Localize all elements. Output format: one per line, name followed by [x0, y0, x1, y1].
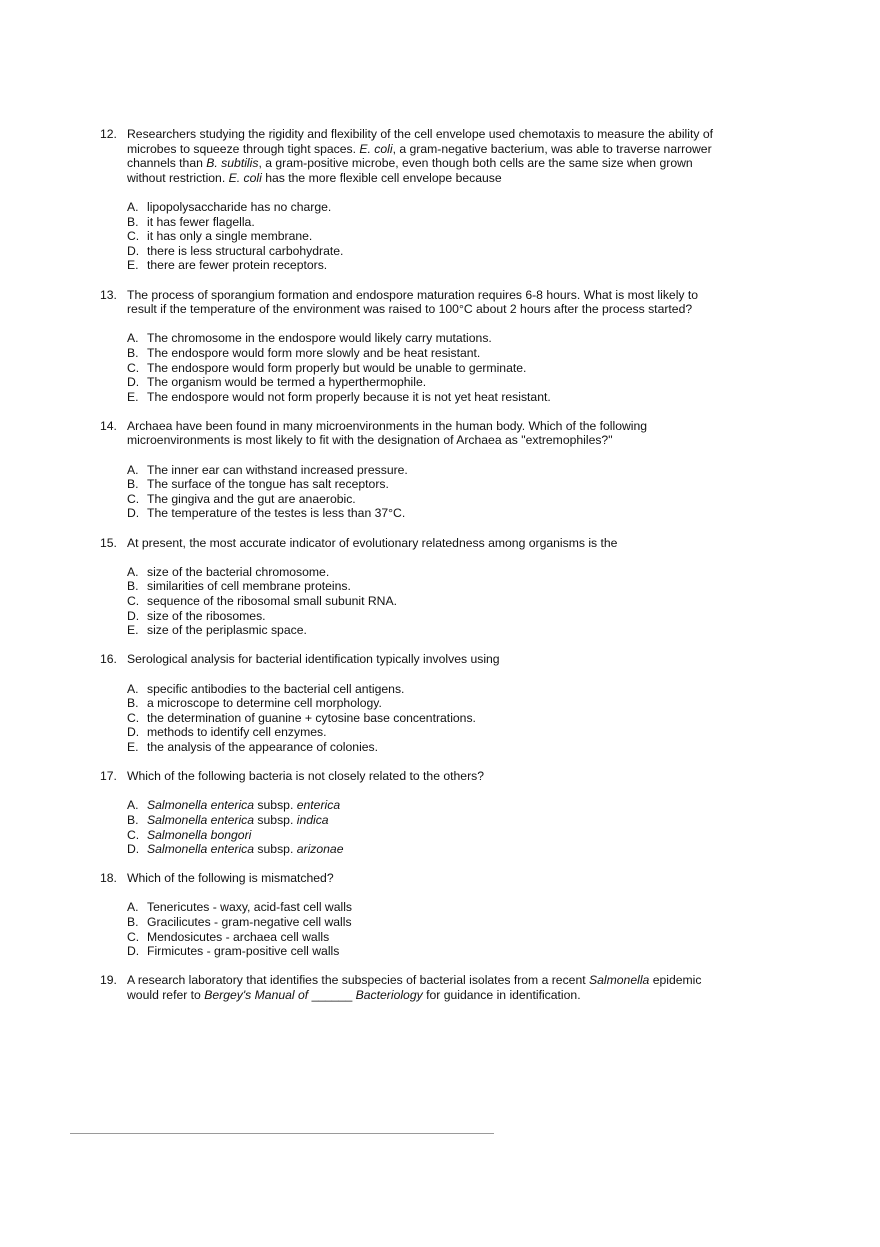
option-text: it has fewer flagella.: [147, 214, 255, 229]
question-number: 14.: [100, 418, 117, 433]
option-letter: A.: [127, 564, 139, 579]
option-letter: D.: [127, 375, 140, 390]
option-letter: C.: [127, 594, 140, 608]
option-letter: D.: [127, 944, 140, 959]
italic-text-segment: E. coli: [359, 141, 393, 156]
answer-options: [127, 900, 720, 958]
answer-options: [127, 200, 720, 273]
answer-options: [127, 463, 720, 521]
text-segment: epidemic would refer to: [127, 973, 702, 1003]
option-letter: A.: [127, 681, 139, 696]
option-text: size of the bacterial chromosome.: [147, 564, 330, 579]
text-segment: Which of the following is mismatched?: [127, 871, 334, 886]
option-text: subsp.: [254, 812, 297, 827]
text-segment: A research laboratory that identifies the subspecies of bacterial isolates from a recent: [127, 973, 590, 988]
option-letter: D.: [127, 608, 140, 623]
option-letter: D.: [127, 506, 140, 521]
text-segment: , a gram-negative bacterium, was able to traverse narrower channels than: [127, 141, 712, 171]
text-segment: At present, the most accurate indicator of evolutionary relatedness among organisms is the: [127, 535, 618, 550]
answer-option: [127, 609, 720, 624]
option-text: The organism would be termed a hyperthermophile.: [147, 375, 427, 390]
answer-option: [127, 682, 720, 697]
option-text: a microscope to determine cell morphology.: [147, 696, 382, 711]
option-text: methods to identify cell enzymes.: [147, 725, 327, 740]
option-letter: A.: [127, 199, 139, 214]
option-letter: E.: [127, 258, 139, 273]
answer-options: [127, 331, 720, 404]
question-number: 12.: [100, 127, 117, 141]
option-italic-text: Salmonella bongori: [147, 827, 252, 842]
option-text: The inner ear can withstand increased pressure.: [147, 462, 408, 477]
option-letter: C.: [127, 360, 140, 375]
question-item: [100, 288, 720, 405]
option-letter: C.: [127, 827, 140, 842]
answer-options: [127, 565, 720, 638]
italic-text-segment: Salmonella: [589, 973, 650, 988]
option-text: The endospore would form properly but would be unable to germinate.: [147, 360, 527, 375]
option-italic-text: Salmonella enterica: [147, 798, 255, 813]
option-text: Gracilicutes - gram-negative cell walls: [147, 915, 352, 930]
question-stem: [127, 127, 717, 185]
option-letter: D.: [127, 725, 140, 740]
answer-option: [127, 390, 720, 405]
answer-option: [127, 930, 720, 945]
option-letter: B.: [127, 696, 139, 711]
option-italic-text: Salmonella enterica: [147, 812, 255, 827]
option-letter: E.: [127, 389, 139, 404]
text-segment: for guidance in identification.: [422, 988, 581, 1003]
answer-option: [127, 725, 720, 740]
text-segment: Archaea have been found in many microenvironments in the human body. Which of the following microenvironments is most likely to fit with the designation of Archaea as "extremophiles?": [127, 418, 648, 448]
answer-option: [127, 900, 720, 915]
option-letter: D.: [127, 243, 140, 258]
question-item: [100, 419, 720, 521]
option-text: size of the ribosomes.: [147, 608, 266, 623]
option-letter: C.: [127, 710, 140, 725]
question-item: [100, 871, 720, 959]
option-text: The surface of the tongue has salt receptors.: [147, 477, 389, 492]
option-text: The temperature of the testes is less than 37°C.: [147, 506, 406, 521]
option-text: The chromosome in the endospore would likely carry mutations.: [147, 331, 492, 346]
question-stem: [127, 871, 717, 886]
option-text: size of the periplasmic space.: [147, 623, 307, 638]
italic-text-segment: B. subtilis: [206, 156, 259, 171]
answer-option: [127, 258, 720, 273]
option-text: Mendosicutes - archaea cell walls: [147, 929, 330, 944]
option-letter: A.: [127, 798, 139, 813]
answer-options: [127, 798, 720, 856]
answer-option: [127, 200, 720, 215]
option-letter: C.: [127, 929, 140, 944]
question-stem: [127, 419, 717, 448]
answer-option: [127, 492, 720, 507]
option-letter: D.: [127, 842, 140, 857]
question-stem: [127, 973, 717, 1002]
option-italic-text: arizonae: [296, 842, 344, 857]
option-text: lipopolysaccharide has no charge.: [147, 199, 332, 214]
answer-option: [127, 331, 720, 346]
answer-option: [127, 229, 720, 244]
question-number: 17.: [100, 769, 117, 784]
option-text: subsp.: [254, 842, 297, 857]
option-letter: A.: [127, 331, 139, 346]
option-text: The endospore would form more slowly and be heat resistant.: [147, 345, 481, 360]
answer-option: [127, 477, 720, 492]
question-item: [100, 652, 720, 754]
answer-option: [127, 579, 720, 594]
question-stem: [127, 652, 717, 667]
text-segment: has the more flexible cell envelope because: [261, 170, 502, 185]
answer-option: [127, 215, 720, 230]
answer-option: [127, 842, 720, 857]
question-item: [100, 973, 720, 1002]
option-letter: B.: [127, 345, 139, 360]
answer-option: [127, 696, 720, 711]
question-item: [100, 769, 720, 857]
answer-option: [127, 740, 720, 755]
option-letter: B.: [127, 214, 139, 229]
option-text: sequence of the ribosomal small subunit RNA.: [147, 594, 397, 608]
question-number: 15.: [100, 535, 117, 550]
option-italic-text: enterica: [296, 798, 341, 813]
option-text: similarities of cell membrane proteins.: [147, 579, 351, 594]
text-segment: ______: [308, 988, 356, 1003]
option-letter: B.: [127, 812, 139, 827]
option-italic-text: indica: [296, 812, 329, 827]
option-letter: B.: [127, 579, 139, 594]
option-letter: B.: [127, 477, 139, 492]
question-list: [100, 127, 720, 1017]
option-letter: A.: [127, 462, 139, 477]
option-text: the determination of guanine + cytosine base concentrations.: [147, 710, 476, 725]
option-text: Firmicutes - gram-positive cell walls: [147, 944, 340, 959]
answer-option: [127, 798, 720, 813]
question-stem: [127, 769, 717, 784]
option-letter: E.: [127, 623, 139, 638]
answer-option: [127, 813, 720, 828]
answer-option: [127, 463, 720, 478]
answer-option: [127, 244, 720, 259]
option-text: there are fewer protein receptors.: [147, 258, 328, 273]
question-number: 16.: [100, 652, 117, 667]
question-number: 18.: [100, 871, 117, 886]
question-stem: [127, 288, 717, 317]
option-text: there is less structural carbohydrate.: [147, 243, 344, 258]
option-letter: C.: [127, 491, 140, 506]
option-text: subsp.: [254, 798, 297, 813]
text-segment: , a gram-positive microbe, even though both cells are the same size when grown without restriction.: [127, 156, 693, 185]
text-segment: Researchers studying the rigidity and flexibility of the cell envelope used chemotaxis to measure the ability of microbes to squeeze through tight spaces.: [127, 127, 713, 156]
text-segment: Which of the following bacteria is not closely related to the others?: [127, 769, 485, 784]
text-segment: The process of sporangium formation and endospore maturation requires 6-8 hours. What is most likely to result if the temperature of the environment was raised to 100°C about 2 hours after the process started?: [127, 287, 699, 317]
question-stem: [127, 536, 717, 551]
answer-option: [127, 711, 720, 726]
italic-text-segment: Bergey's Manual of: [204, 988, 309, 1003]
italic-text-segment: E. coli: [228, 170, 262, 185]
answer-option: [127, 915, 720, 930]
option-letter: C.: [127, 229, 140, 244]
answer-option: [127, 623, 720, 638]
option-text: The endospore would not form properly because it is not yet heat resistant.: [147, 389, 551, 404]
answer-option: [127, 361, 720, 376]
option-letter: A.: [127, 900, 139, 915]
question-number: 13.: [100, 287, 117, 302]
footer-divider: [70, 1133, 494, 1134]
answer-option: [127, 565, 720, 580]
answer-option: [127, 944, 720, 959]
answer-option: [127, 828, 720, 843]
option-text: The gingiva and the gut are anaerobic.: [147, 491, 356, 506]
option-letter: E.: [127, 739, 139, 754]
text-segment: Serological analysis for bacterial identification typically involves using: [127, 652, 500, 667]
answer-option: [127, 346, 720, 361]
option-text: the analysis of the appearance of colonies.: [147, 739, 379, 754]
answer-option: [127, 375, 720, 390]
option-text: Tenericutes - waxy, acid-fast cell walls: [147, 900, 352, 915]
answer-options: [127, 682, 720, 755]
answer-option: [127, 506, 720, 521]
option-letter: B.: [127, 915, 139, 930]
option-text: it has only a single membrane.: [147, 229, 313, 244]
question-number: 19.: [100, 973, 117, 988]
option-italic-text: Salmonella enterica: [147, 842, 255, 857]
question-item: [100, 127, 720, 273]
option-text: specific antibodies to the bacterial cell antigens.: [147, 681, 405, 696]
question-item: [100, 536, 720, 638]
italic-text-segment: Bacteriology: [355, 988, 423, 1003]
answer-option: [127, 594, 720, 609]
